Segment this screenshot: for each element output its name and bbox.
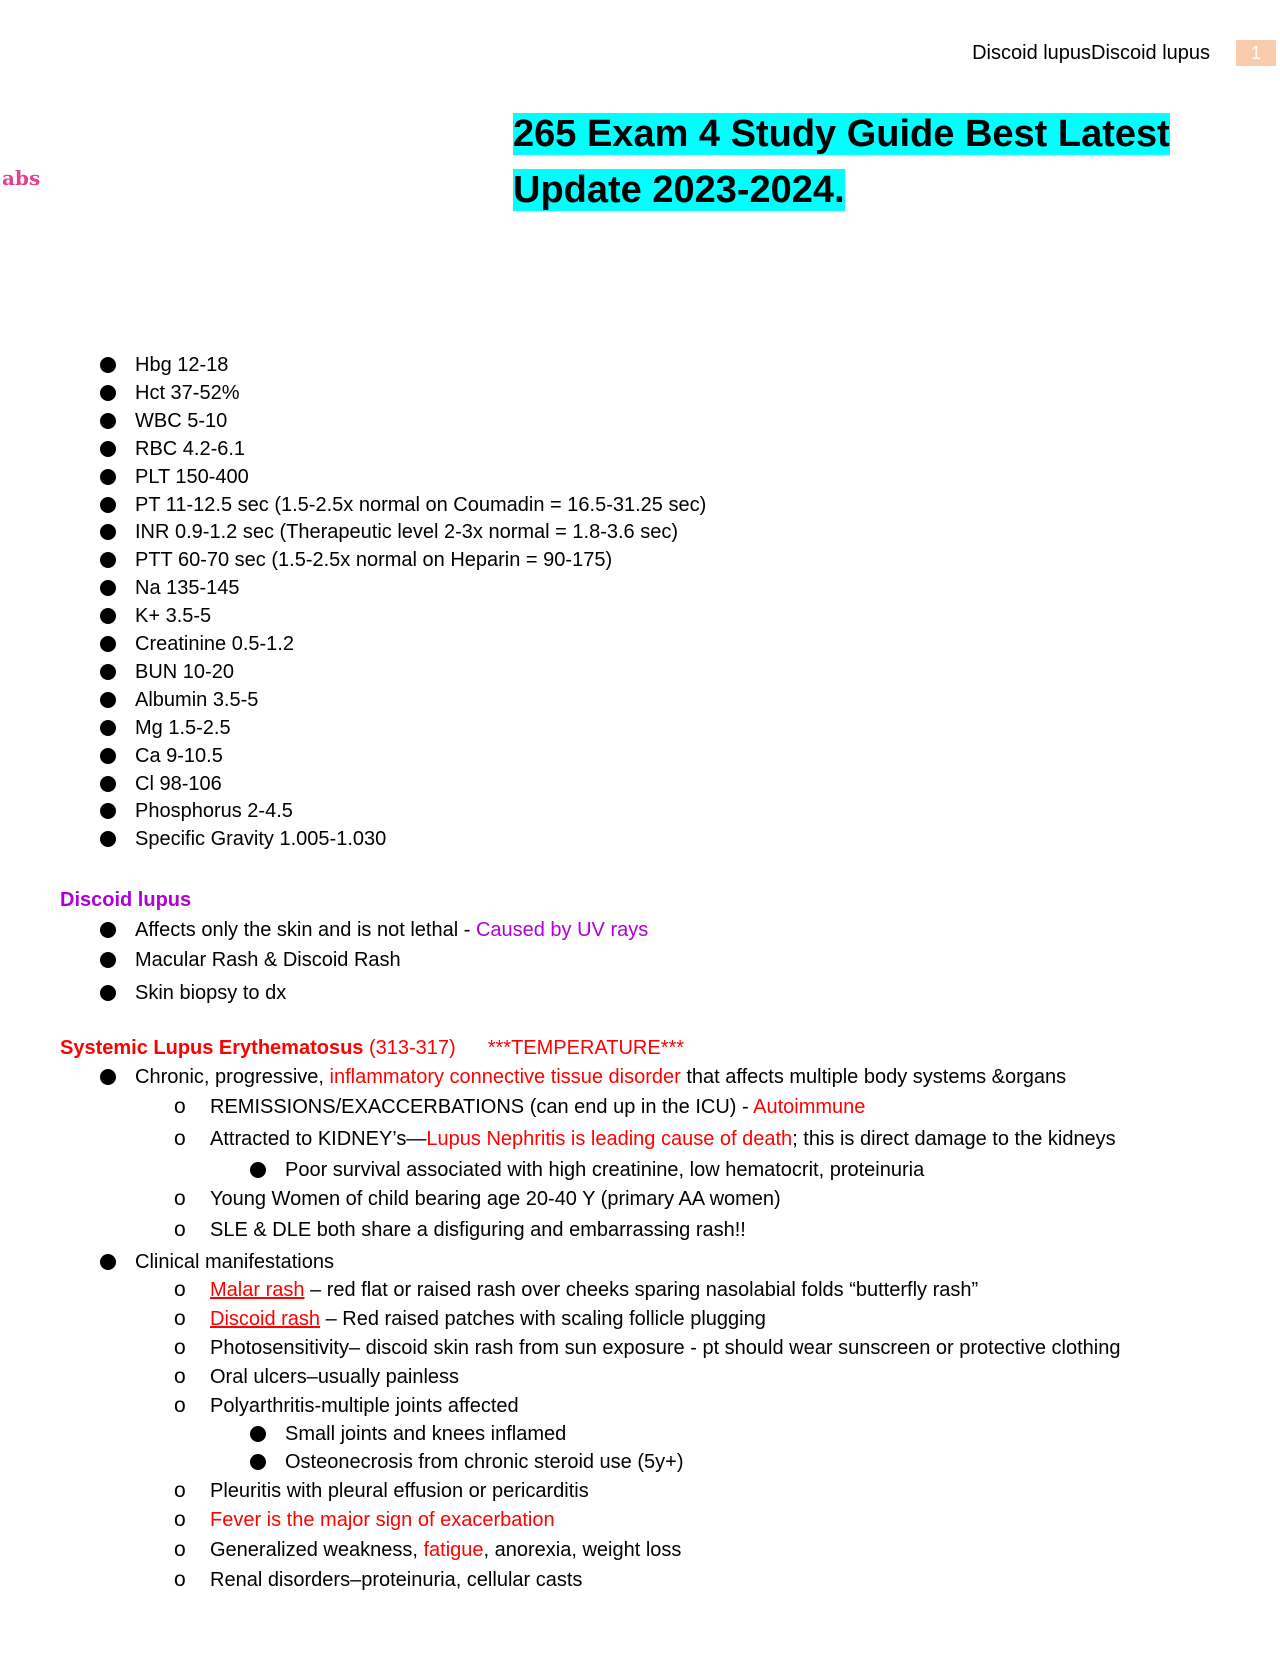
bullet-icon <box>100 831 116 847</box>
text: Clinical manifestations <box>135 1251 334 1273</box>
discoid-item-text: Skin biopsy to dx <box>135 982 287 1004</box>
lab-value-text: PTT 60-70 sec (1.5-2.5x normal on Heparin = 90-175) <box>135 549 613 572</box>
bullet-icon <box>250 1454 266 1470</box>
circle-bullet-icon: o <box>174 1568 186 1591</box>
temperature-note: ***TEMPERATURE*** <box>487 1037 685 1059</box>
text: – Red raised patches with scaling follicle plugging <box>320 1308 766 1330</box>
text: Attracted to KIDNEY’s— <box>210 1128 427 1150</box>
text: Chronic, progressive, <box>135 1066 330 1088</box>
bullet-icon <box>100 1254 116 1270</box>
text: Generalized weakness, <box>210 1539 424 1561</box>
running-header: Discoid lupusDiscoid lupus <box>972 42 1210 64</box>
lab-value-text: Ca 9-10.5 <box>135 744 223 767</box>
text: Osteonecrosis from chronic steroid use (5y+) <box>285 1451 684 1473</box>
circle-bullet-icon: o <box>174 1218 186 1241</box>
circle-bullet-icon: o <box>174 1187 186 1210</box>
lab-value-text: K+ 3.5-5 <box>135 605 212 628</box>
bullet-icon <box>100 720 116 736</box>
discoid-heading: Discoid lupus <box>60 889 192 911</box>
bullet-icon <box>250 1426 266 1442</box>
circle-bullet-icon: o <box>174 1538 186 1561</box>
circle-bullet-icon: o <box>174 1394 186 1417</box>
text: ; this is direct damage to the kidneys <box>792 1128 1116 1150</box>
text: Polyarthritis-multiple joints affected <box>210 1395 519 1417</box>
circle-bullet-icon: o <box>174 1508 186 1531</box>
bullet-icon <box>250 1162 266 1178</box>
bullet-icon <box>100 922 116 938</box>
lab-value-text: PLT 150-400 <box>135 465 249 488</box>
lab-value-text: INR 0.9-1.2 sec (Therapeutic level 2-3x normal = 1.8-3.6 sec) <box>135 521 679 544</box>
lab-value-text: Cl 98-106 <box>135 772 222 795</box>
lab-value-text: RBC 4.2-6.1 <box>135 437 246 460</box>
text: REMISSIONS/EXACCERBATIONS (can end up in the ICU) - <box>210 1096 754 1118</box>
bullet-icon <box>100 524 116 540</box>
lab-value-text: WBC 5-10 <box>135 409 228 432</box>
lab-value-text: Hbg 12-18 <box>135 354 229 376</box>
lab-value-text: Phosphorus 2-4.5 <box>135 800 293 823</box>
bullet-icon <box>100 803 116 819</box>
text: Young Women of child bearing age 20-40 Y (primary AA women) <box>210 1188 781 1210</box>
bullet-icon <box>100 636 116 652</box>
bullet-icon <box>100 952 116 968</box>
lab-value-text: Albumin 3.5-5 <box>135 688 259 711</box>
bullet-icon <box>100 985 116 1001</box>
text: , anorexia, weight loss <box>483 1539 682 1561</box>
lab-value-text: BUN 10-20 <box>135 660 234 683</box>
text: – red flat or raised rash over cheeks sparing nasolabial folds “butterfly rash” <box>304 1279 979 1301</box>
highlight-text: Fever is the major sign of exacerbation <box>210 1509 555 1531</box>
circle-bullet-icon: o <box>174 1278 186 1301</box>
lab-value-text: Specific Gravity 1.005-1.030 <box>135 828 387 851</box>
title-line-1: 265 Exam 4 Study Guide Best Latest <box>513 113 1170 155</box>
bullet-icon <box>100 776 116 792</box>
highlight-text: Autoimmune <box>753 1096 866 1118</box>
bullet-icon <box>100 413 116 429</box>
text: Oral ulcers–usually painless <box>210 1366 460 1388</box>
margin-label: abs <box>2 166 41 190</box>
discoid-item-text: Affects only the skin and is not lethal - <box>135 919 476 941</box>
bullet-icon <box>100 552 116 568</box>
circle-bullet-icon: o <box>174 1479 186 1502</box>
bullet-icon <box>100 357 116 373</box>
circle-bullet-icon: o <box>174 1307 186 1330</box>
lab-value-text: PT 11-12.5 sec (1.5-2.5x normal on Coumadin = 16.5-31.25 sec) <box>135 493 707 516</box>
title-line-2: Update 2023-2024. <box>513 169 845 211</box>
highlight-text: fatigue <box>423 1539 484 1561</box>
highlight-text: Discoid rash <box>210 1308 321 1330</box>
bullet-icon <box>100 692 116 708</box>
discoid-item-highlight: Caused by UV rays <box>475 919 649 941</box>
bullet-icon <box>100 748 116 764</box>
circle-bullet-icon: o <box>174 1365 186 1388</box>
sle-pages: (313-317) <box>363 1037 456 1059</box>
text: Photosensitivity– discoid skin rash from sun exposure - pt should wear sunscreen or protective clothing <box>210 1337 1121 1359</box>
text: SLE & DLE both share a disfiguring and embarrassing rash!! <box>210 1219 746 1241</box>
lab-value-text: Hct 37-52% <box>135 381 240 404</box>
circle-bullet-icon: o <box>174 1336 186 1359</box>
bullet-icon <box>100 385 116 401</box>
lab-value-text: Creatinine 0.5-1.2 <box>135 633 294 655</box>
page-number: 1 <box>1236 40 1276 66</box>
circle-bullet-icon: o <box>174 1095 186 1118</box>
lab-value-text: Na 135-145 <box>135 577 240 600</box>
bullet-icon <box>100 441 116 457</box>
bullet-icon <box>100 664 116 680</box>
highlight-text: Lupus Nephritis is leading cause of death <box>426 1128 793 1150</box>
text: Pleuritis with pleural effusion or pericarditis <box>210 1480 589 1502</box>
text: Small joints and knees inflamed <box>285 1423 567 1445</box>
circle-bullet-icon: o <box>174 1127 186 1150</box>
bullet-icon <box>100 580 116 596</box>
sle-heading: Systemic Lupus Erythematosus <box>60 1037 364 1059</box>
text: Poor survival associated with high creatinine, low hematocrit, proteinuria <box>285 1159 925 1181</box>
text: that affects multiple body systems &organs <box>680 1066 1067 1088</box>
discoid-item-text: Macular Rash & Discoid Rash <box>135 949 401 971</box>
bullet-icon <box>100 608 116 624</box>
sle-heading-row <box>60 1035 684 1061</box>
bullet-icon <box>100 497 116 513</box>
page-title <box>513 106 1193 218</box>
highlight-text: inflammatory connective tissue disorder <box>329 1066 681 1088</box>
bullet-icon <box>100 1069 116 1085</box>
text: Renal disorders–proteinuria, cellular casts <box>210 1569 583 1591</box>
lab-value-text: Mg 1.5-2.5 <box>135 716 231 739</box>
bullet-icon <box>100 469 116 485</box>
highlight-text: Malar rash <box>210 1279 305 1301</box>
